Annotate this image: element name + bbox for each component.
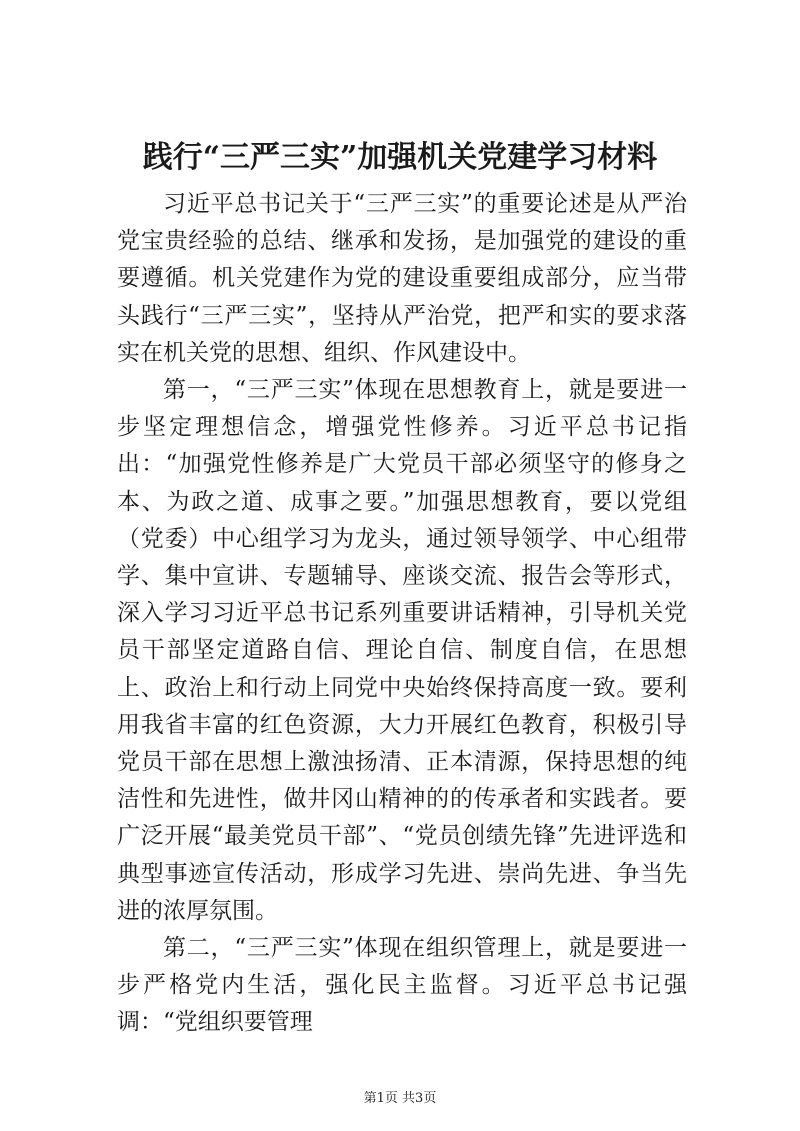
document-body xyxy=(117,186,687,1042)
document-title: 践行“三严三实”加强机关党建学习材料 xyxy=(142,140,658,175)
paragraph-second-point: 第二，“三严三实”体现在组织管理上，就是要进一步严格党内生活，强化民主监督。习近平总书记强调：“党组织要管理 xyxy=(117,935,687,1036)
page-number-footer: 第1页 共3页 xyxy=(363,1091,437,1106)
paragraph-first-point: 第一，“三严三实”体现在思想教育上，就是要进一步坚定理想信念，增强党性修养。习近平总书记指出：“加强党性修养是广大党员干部必须坚守的修身之本、为政之道、成事之要。”加强思想教育，要以党组（党委）中心组学习为龙头，通过领导领学、中心组带学、集中宣讲、专题辅导、座谈交流、报告会等形式，深入学习习近平总书记系列重要讲话精神，引导机关党员干部坚定道路自信、理论自信、制度自信，在思想上、政治上和行动上同党中央始终保持高度一致。要利用我省丰富的红色资源，大力开展红色教育，积极引导党员干部在思想上激浊扬清、正本清源，保持思想的纯洁性和先进性，做井冈山精神的的传承者和实践者。要广泛开展“最美党员干部”、“党员创绩先锋”先进评选和典型事迹宣传活动，形成学习先进、崇尚先进、争当先进的浓厚氛围。 xyxy=(117,377,687,924)
paragraph-intro: 习近平总书记关于“三严三实”的重要论述是从严治党宝贵经验的总结、继承和发扬，是加强党的建设的重要遵循。机关党建作为党的建设重要组成部分，应当带头践行“三严三实”，坚持从严治党，把严和实的要求落实在机关党的思想、组织、作风建设中。 xyxy=(117,191,687,366)
